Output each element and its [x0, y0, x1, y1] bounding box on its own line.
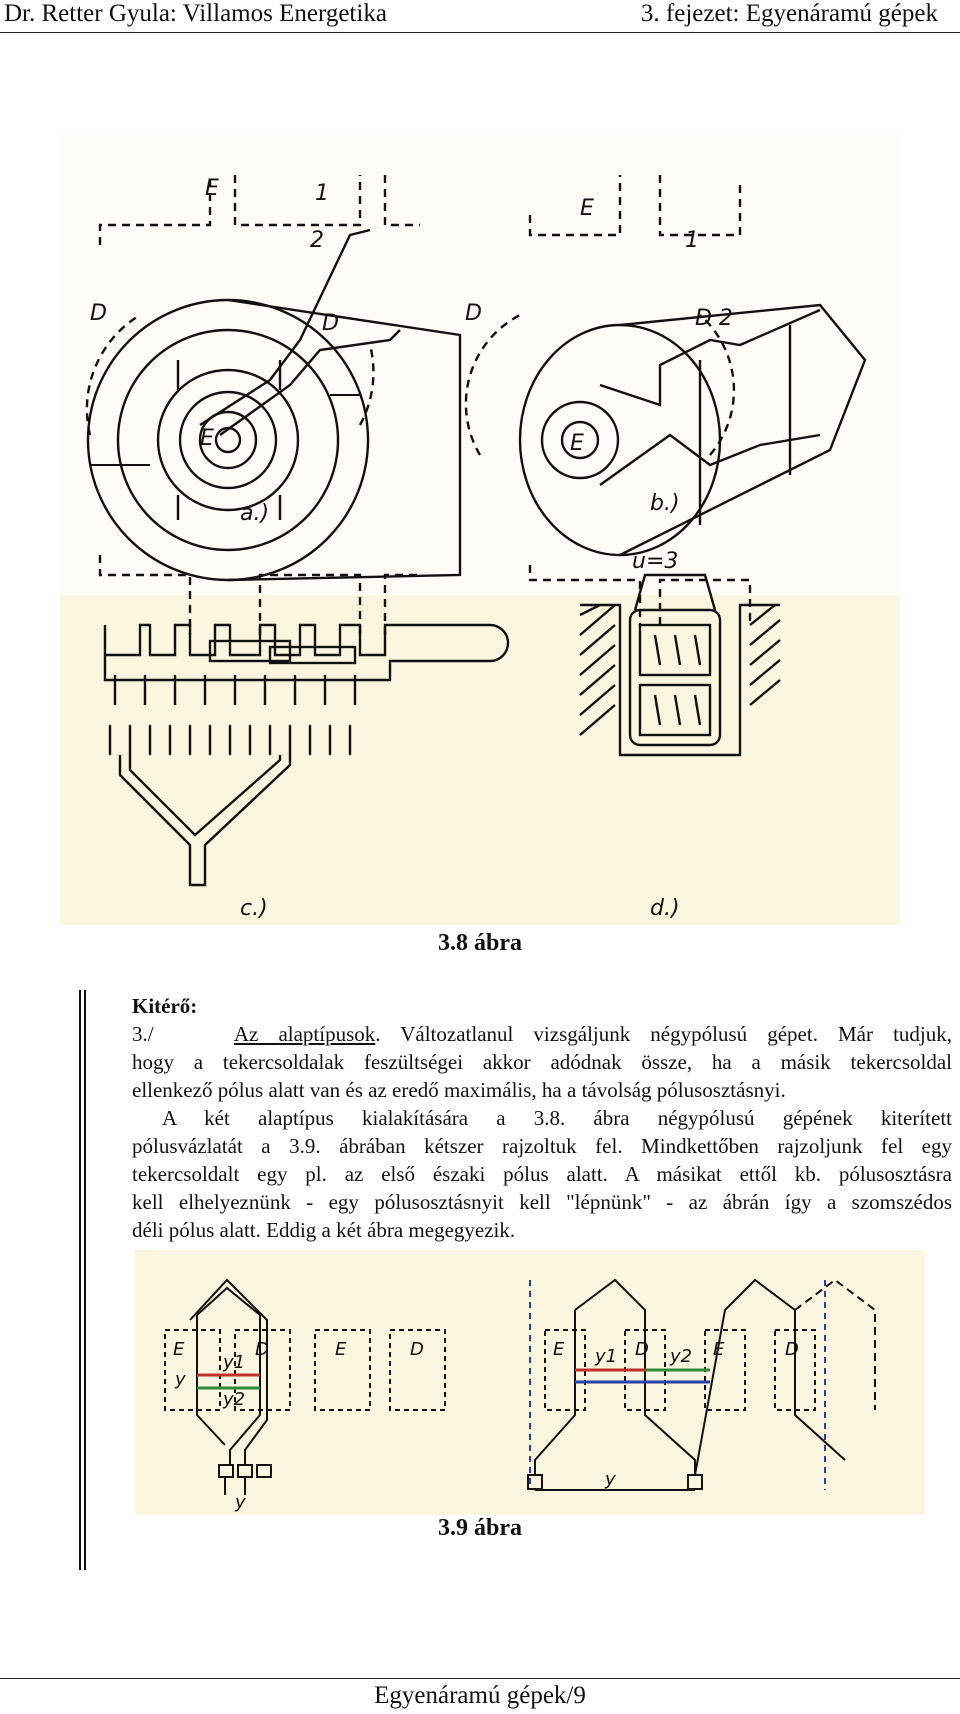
label-e-top-b: E — [580, 196, 594, 221]
label-u3: u=3 — [632, 549, 679, 574]
kitero-line-1 — [132, 1020, 952, 1048]
label-d-4: D — [785, 1339, 799, 1360]
label-1-b: 1 — [685, 228, 699, 253]
kitero-p2-line-3: tekercsoldalt egy pl. az első északi pólus alatt. A másikat ettől kb. pólusosztásra — [132, 1162, 952, 1186]
label-y1-left: y1 — [223, 1352, 246, 1373]
label-2-a: 2 — [310, 228, 324, 253]
label-d-2: D — [410, 1339, 424, 1360]
label-e-3: E — [553, 1339, 565, 1360]
item-number: 3./ — [132, 1022, 154, 1046]
label-e-4: E — [713, 1339, 725, 1360]
label-y-left: y — [175, 1369, 186, 1390]
header-left: Dr. Retter Gyula: Villamos Energetika — [4, 0, 387, 27]
label-1-a: 1 — [315, 181, 329, 206]
kitero-p2-line-4: kell elhelyeznünk - egy pólusosztásnyit kell "lépnünk" - az ábrán így a szomszédos — [132, 1190, 952, 1214]
figure-3-8-caption: 3.8 ábra — [438, 930, 522, 956]
label-y1-right: y1 — [595, 1346, 618, 1367]
label-d-right-a: D — [322, 311, 339, 336]
label-e-2: E — [335, 1339, 347, 1360]
header-right: 3. fejezet: Egyenáramú gépek — [640, 0, 938, 27]
label-c: c.) — [240, 896, 268, 921]
kitero-line-1-rest: . Változatlanul vizsgáljunk négypólusú gépet. Már tudjuk, — [375, 1022, 952, 1046]
label-d2-b: D 2 — [695, 306, 733, 331]
label-y-right: y — [605, 1469, 616, 1490]
label-y-left-bottom: y — [235, 1492, 246, 1513]
page-header — [0, 0, 960, 33]
figure-3-8 — [60, 135, 900, 925]
label-d: d.) — [650, 896, 680, 921]
label-a: a.) — [240, 501, 270, 526]
label-e-bottom-a: E — [200, 426, 214, 451]
footer-page: Egyenáramú gépek/9 — [374, 1682, 586, 1709]
kitero-heading: Kitérő: — [132, 994, 198, 1018]
kitero-p2-line-5: déli pólus alatt. Eddig a két ábra megegyezik. — [132, 1218, 516, 1242]
kitero-line-2: hogy a tekercsoldalak feszültségei akkor adódnak össze, ha a másik tekercsoldal — [132, 1050, 952, 1074]
label-b: b.) — [650, 491, 680, 516]
kitero-p2-line-2: pólusvázlatát a 3.9. ábrában kétszer rajzoltuk fel. Mindkettőben rajzoljunk fel egy — [132, 1134, 952, 1158]
kitero-section — [132, 992, 952, 1244]
margin-bar-inner — [84, 990, 86, 1570]
label-y2-right: y2 — [670, 1346, 693, 1367]
label-e-1: E — [173, 1339, 185, 1360]
item-title: Az alaptípusok — [233, 1022, 376, 1046]
margin-bar-outer — [79, 990, 81, 1570]
label-e-top-a: E — [205, 176, 219, 201]
kitero-line-3: ellenkező pólus alatt van és az eredő maximális, ha a távolság pólusosztásnyi. — [132, 1078, 786, 1102]
figure-3-9-caption: 3.9 ábra — [438, 1515, 522, 1541]
label-d-left-a: D — [90, 301, 107, 326]
kitero-p2-line-1: A két alaptípus kialakítására a 3.8. ábra négypólusú gépének kiterített — [162, 1106, 952, 1130]
page-footer — [0, 1678, 960, 1709]
label-y2-left: y2 — [223, 1389, 246, 1410]
figure-3-9 — [135, 1250, 925, 1515]
label-d-1: D — [255, 1339, 269, 1360]
label-d-3: D — [635, 1339, 649, 1360]
label-d-left-b: D — [465, 301, 482, 326]
label-e-bottom-b: E — [570, 431, 584, 456]
